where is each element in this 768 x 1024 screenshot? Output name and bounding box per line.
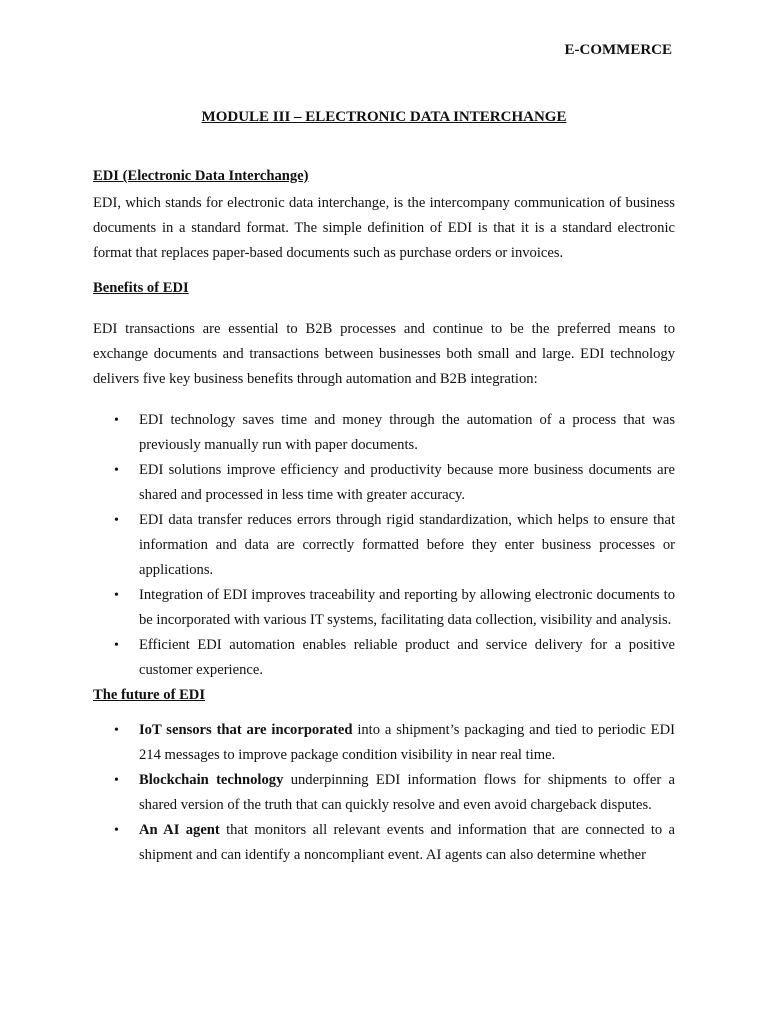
bullet-icon: • [114, 823, 119, 838]
list-item-lead: An AI agent [139, 822, 220, 838]
list-item [93, 508, 675, 583]
list-item [93, 718, 675, 768]
list-item [93, 818, 675, 868]
benefits-list [93, 408, 675, 683]
document-body [93, 164, 675, 868]
bullet-icon: • [114, 773, 119, 788]
list-item-text: EDI technology saves time and money through the automation of a process that was previously manually run with paper documents. [139, 412, 675, 453]
paragraph-edi-definition: EDI, which stands for electronic data interchange, is the intercompany communication of business documents in a standard format. The simple definition of EDI is that it is a standard electronic format that replaces paper-based documents such as purchase orders or invoices. [93, 195, 675, 261]
list-item [93, 408, 675, 458]
list-item-text: EDI data transfer reduces errors through rigid standardization, which helps to ensure that information and data are correctly formatted before they enter business processes or applications. [139, 512, 675, 578]
bullet-icon: • [114, 413, 119, 428]
running-header: E-COMMERCE [564, 42, 672, 58]
list-item-text: EDI solutions improve efficiency and productivity because more business documents are shared and processed in less time with greater accuracy. [139, 462, 675, 503]
bullet-icon: • [114, 638, 119, 653]
list-item [93, 633, 675, 683]
list-item [93, 458, 675, 508]
list-item-text: that monitors all relevant events and information that are connected to a shipment and can identify a noncompliant event. AI agents can also determine whether [139, 822, 675, 863]
section-heading-edi: EDI (Electronic Data Interchange) [93, 168, 309, 184]
list-item-text: Integration of EDI improves traceability and reporting by allowing electronic documents to be incorporated with various IT systems, facilitating data collection, visibility and analysis. [139, 587, 675, 628]
list-item-text: Efficient EDI automation enables reliable product and service delivery for a positive customer experience. [139, 637, 675, 678]
list-item [93, 583, 675, 633]
section-heading-benefits: Benefits of EDI [93, 280, 189, 296]
future-list [93, 718, 675, 868]
section-heading-future: The future of EDI [93, 687, 206, 703]
list-item [93, 768, 675, 818]
list-item-text: underpinning EDI information flows for shipments to offer a shared version of the truth that can quickly resolve and even avoid chargeback disputes. [139, 772, 675, 813]
paragraph-benefits-intro: EDI transactions are essential to B2B processes and continue to be the preferred means to exchange documents and transactions between businesses both small and large. EDI technology delivers five key business benefits through automation and B2B integration: [93, 321, 675, 387]
bullet-icon: • [114, 513, 119, 528]
list-item-lead: Blockchain technology [139, 772, 284, 788]
bullet-icon: • [114, 463, 119, 478]
list-item-text: into a shipment’s packaging and tied to periodic EDI 214 messages to improve package condition visibility in near real time. [139, 722, 675, 763]
bullet-icon: • [114, 723, 119, 738]
module-title: MODULE III – ELECTRONIC DATA INTERCHANGE [201, 109, 567, 125]
list-item-lead: IoT sensors that are incorporated [139, 722, 353, 738]
bullet-icon: • [114, 588, 119, 603]
